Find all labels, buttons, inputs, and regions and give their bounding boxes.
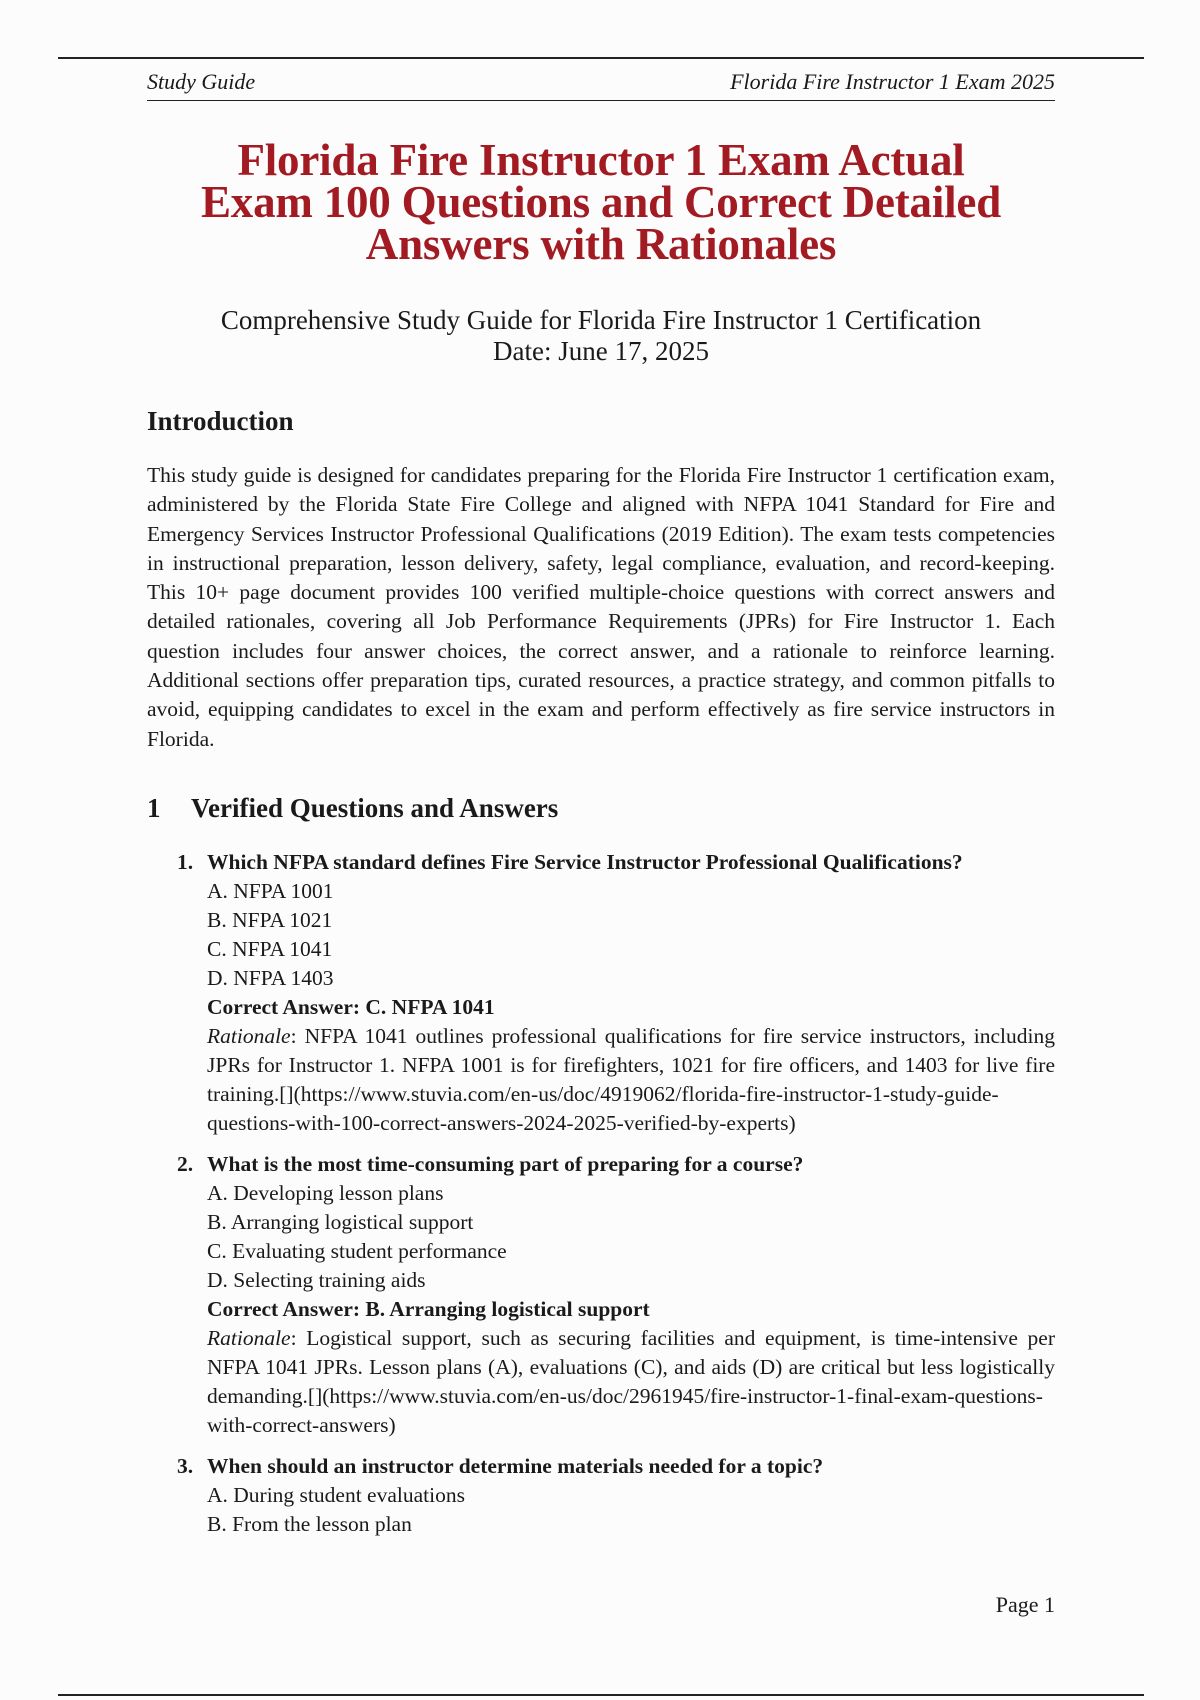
running-header — [147, 60, 1055, 101]
rationale — [207, 1324, 1055, 1440]
header-left: Study Guide — [147, 69, 256, 94]
question-list — [147, 848, 1055, 1539]
title-line-3: Answers with Rationales — [365, 219, 837, 269]
question-number: 2. — [177, 1151, 194, 1176]
section-title: Verified Questions and Answers — [191, 792, 559, 823]
page-number: Page 1 — [995, 1592, 1055, 1617]
question-item — [177, 1150, 1055, 1440]
rationale-text: : NFPA 1041 outlines professional qualifications for fire service instructors, including JPRs for Instructor 1. NFPA 1001 is for firefighters, 1021 for fire officers, and 1403 for live fire training.[](https://www.stuvia.com/en-us/doc/4919062/florida-fire-instructor-1-study-guide-questions-with-100-correct-answers-2024-2025-verified-by-experts) — [207, 1023, 1055, 1135]
question-number: 3. — [177, 1453, 194, 1478]
subtitle-line-1: Comprehensive Study Guide for Florida Fire Instructor 1 Certification — [220, 305, 982, 335]
bottom-rule — [58, 1694, 1144, 1696]
option-b: B. Arranging logistical support — [207, 1209, 474, 1234]
option-a: A. NFPA 1001 — [207, 878, 334, 903]
option-c: C. NFPA 1041 — [207, 936, 333, 961]
section-1-heading — [147, 792, 1055, 824]
subtitle-date: Date: June 17, 2025 — [493, 336, 709, 366]
top-rule — [58, 57, 1144, 59]
question-text: What is the most time-consuming part of preparing for a course? — [207, 1151, 804, 1176]
rationale-label: Rationale — [207, 1325, 291, 1350]
option-c: C. Evaluating student performance — [207, 1238, 507, 1263]
question-item — [177, 1452, 1055, 1539]
document-title — [147, 135, 1055, 269]
correct-answer: Correct Answer: C. NFPA 1041 — [207, 994, 495, 1019]
rationale-label: Rationale — [207, 1023, 291, 1048]
option-a: A. Developing lesson plans — [207, 1180, 444, 1205]
title-line-1: Florida Fire Instructor 1 Exam Actual — [237, 135, 965, 185]
introduction-heading: Introduction — [147, 406, 294, 436]
rationale-text: : Logistical support, such as securing facilities and equipment, is time-intensive per NFPA 1041 JPRs. Lesson plans (A), evaluations (C), and aids (D) are critical but less logistically demanding.[](https://www.stuvia.com/en-us/doc/2961945/fire-instructor-1-final-exam-questions-with-correct-answers) — [207, 1325, 1055, 1437]
question-text: Which NFPA standard defines Fire Service Instructor Professional Qualifications? — [207, 849, 963, 874]
page-content — [147, 60, 1055, 1551]
option-a: A. During student evaluations — [207, 1482, 465, 1507]
question-text: When should an instructor determine materials needed for a topic? — [207, 1453, 824, 1478]
option-d: D. NFPA 1403 — [207, 965, 334, 990]
rationale — [207, 1022, 1055, 1138]
option-b: B. From the lesson plan — [207, 1511, 412, 1536]
option-d: D. Selecting training aids — [207, 1267, 426, 1292]
question-item — [177, 848, 1055, 1138]
question-number: 1. — [177, 849, 194, 874]
header-right: Florida Fire Instructor 1 Exam 2025 — [730, 69, 1055, 94]
section-number: 1 — [147, 792, 161, 823]
title-line-2: Exam 100 Questions and Correct Detailed — [200, 177, 1002, 227]
subtitle — [147, 305, 1055, 367]
introduction-text: This study guide is designed for candidates preparing for the Florida Fire Instructor 1 certification exam, administered by the Florida State Fire College and aligned with NFPA 1041 Standard for Fire and Emergency Services Instructor Professional Qualifications (2019 Edition). The exam tests competencies in instructional preparation, lesson delivery, safety, legal compliance, evaluation, and record-keeping. This 10+ page document provides 100 verified multiple-choice questions with correct answers and detailed rationales, covering all Job Performance Requirements (JPRs) for Fire Instructor 1. Each question includes four answer choices, the correct answer, and a rationale to reinforce learning. Additional sections offer preparation tips, curated resources, a practice strategy, and common pitfalls to avoid, equipping candidates to excel in the exam and perform effectively as fire service instructors in Florida. — [147, 463, 1055, 751]
correct-answer: Correct Answer: B. Arranging logistical support — [207, 1296, 650, 1321]
option-b: B. NFPA 1021 — [207, 907, 333, 932]
